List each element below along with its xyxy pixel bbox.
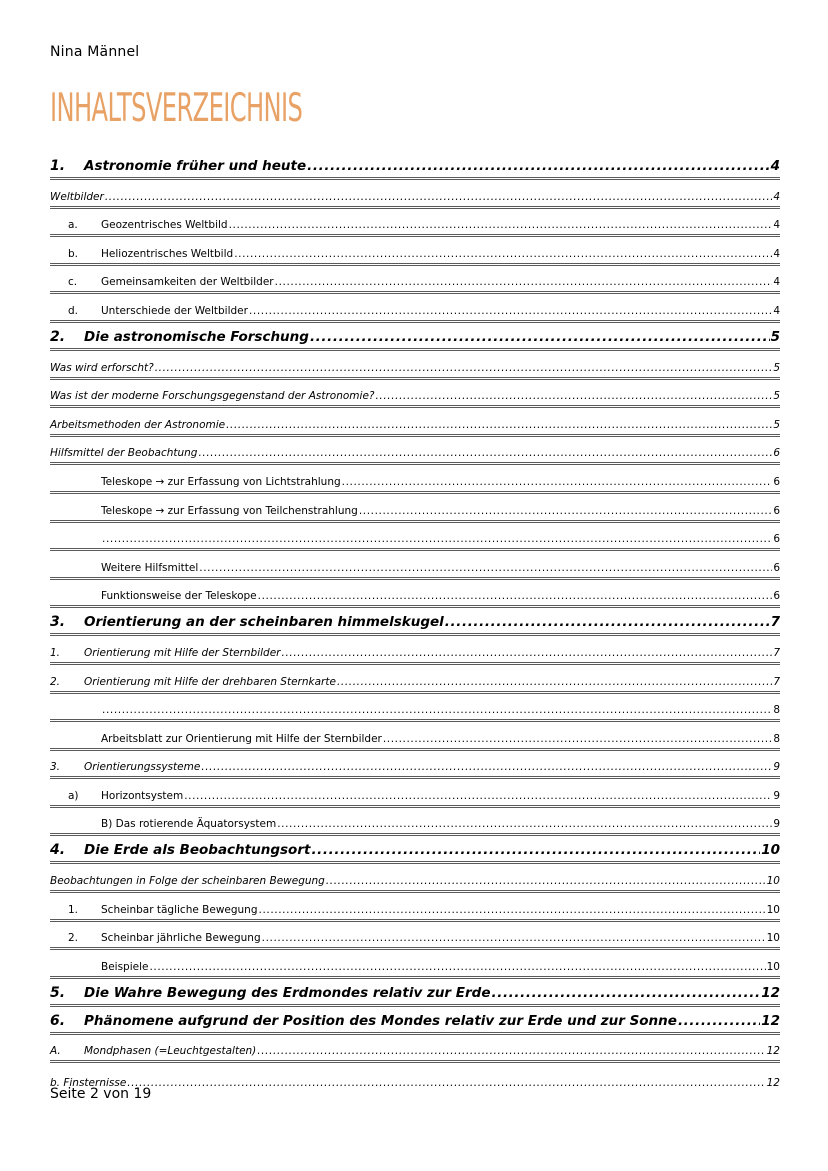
toc-entry[interactable] (50, 152, 780, 180)
toc-dot-leader (249, 305, 772, 317)
toc-dot-leader (383, 733, 772, 745)
toc-entry-page-number: 5 (773, 361, 780, 374)
toc-entry-page-number: 4 (773, 276, 780, 289)
toc-entry-page-number: 6 (773, 561, 780, 574)
toc-entry-number: b. (68, 247, 79, 260)
toc-entry-title: Orientierung mit Hilfe der drehbaren Sternkarte (84, 675, 336, 688)
toc-entry-title: Weltbilder (50, 190, 104, 203)
toc-entry-number: A. (50, 1045, 61, 1058)
toc-entry-page-number: 12 (761, 984, 780, 1001)
toc-dot-leader (307, 158, 769, 174)
toc-entry-title: Scheinbar tägliche Bewegung (101, 903, 258, 916)
toc-entry-page-number: 12 (766, 1077, 780, 1090)
toc-dot-leader (198, 447, 772, 459)
toc-dot-leader (234, 248, 772, 260)
toc-dot-leader (259, 904, 766, 916)
toc-dot-leader (199, 562, 772, 574)
toc-entry-page-number: 10 (766, 932, 780, 945)
toc-dot-leader (201, 761, 772, 773)
toc-entry[interactable] (50, 237, 780, 266)
toc-dot-leader (277, 818, 772, 830)
toc-dot-leader (105, 191, 772, 203)
toc-entry[interactable] (50, 836, 780, 864)
toc-entry-page-number: 4 (773, 247, 780, 260)
toc-entry[interactable] (50, 380, 780, 409)
toc-entry-title: Beispiele (101, 960, 149, 973)
toc-entry[interactable] (50, 722, 780, 751)
toc-entry-number: 3. (50, 614, 66, 631)
toc-entry-page-number: 9 (773, 818, 780, 831)
toc-entry[interactable] (50, 665, 780, 694)
toc-entry[interactable] (50, 180, 780, 209)
toc-entry-number: 2. (50, 328, 66, 345)
toc-entry[interactable] (50, 950, 780, 979)
toc-dot-leader (375, 390, 772, 402)
toc-entry-page-number: 6 (773, 447, 780, 460)
toc-dot-leader (678, 1013, 760, 1029)
toc-entry-page-number: 4 (773, 219, 780, 232)
toc-entry-page-number: 10 (766, 903, 780, 916)
toc-entry-page-number: 5 (770, 328, 780, 345)
toc-entry-title: Arbeitsmethoden der Astronomie (50, 418, 226, 431)
toc-entry-number: 1. (68, 903, 79, 916)
toc-entry[interactable] (50, 1063, 780, 1092)
toc-entry-title: Orientierung mit Hilfe der Sternbilder (84, 646, 281, 659)
toc-entry-page-number: 10 (766, 875, 780, 888)
toc-entry-title: Die Wahre Bewegung des Erdmondes relativ zur Erde (84, 984, 491, 1001)
toc-entry-title: Arbeitsblatt zur Orientierung mit Hilfe der Sternbilder (101, 732, 382, 745)
toc-entry[interactable] (50, 893, 780, 922)
toc-entry-page-number: 5 (773, 418, 780, 431)
toc-entry-number: 6. (50, 1012, 66, 1029)
toc-entry[interactable] (50, 1035, 780, 1064)
toc-entry-title: Die astronomische Forschung (84, 328, 309, 345)
toc-entry[interactable] (50, 864, 780, 893)
toc-dot-leader (326, 875, 766, 887)
toc-dot-leader (155, 362, 773, 374)
table-of-contents (50, 152, 780, 1092)
toc-entry-title: Die Erde als Beobachtungsort (84, 842, 311, 859)
toc-entry[interactable] (50, 408, 780, 437)
toc-dot-leader (310, 329, 770, 345)
toc-entry-title: Teleskope → zur Erfassung von Teilchenstrahlung (101, 504, 358, 517)
toc-entry-title: Beobachtungen in Folge der scheinbaren Bewegung (50, 875, 325, 888)
toc-dot-leader (282, 647, 773, 659)
toc-entry[interactable] (50, 494, 780, 523)
toc-entry[interactable] (50, 323, 780, 351)
toc-entry-page-number: 6 (773, 533, 780, 546)
toc-entry-page-number: 8 (773, 704, 780, 717)
toc-entry[interactable] (50, 580, 780, 609)
toc-entry-page-number: 10 (766, 960, 780, 973)
toc-dot-leader (102, 533, 772, 545)
toc-entry-title: Weitere Hilfsmittel (101, 561, 199, 574)
toc-entry[interactable] (50, 979, 780, 1007)
toc-entry-page-number: 9 (773, 789, 780, 802)
toc-dot-leader (445, 614, 770, 630)
toc-dot-leader (229, 219, 773, 231)
toc-entry-page-number: 6 (773, 475, 780, 488)
toc-dot-leader (275, 276, 773, 288)
toc-dot-leader (184, 790, 772, 802)
toc-entry-title: b. Finsternisse (50, 1077, 127, 1090)
toc-entry-page-number: 7 (770, 614, 780, 631)
toc-dot-leader (262, 932, 766, 944)
toc-entry[interactable] (50, 608, 780, 636)
author-name: Nina Männel (50, 44, 140, 60)
toc-entry-title: Geozentrisches Weltbild (101, 219, 228, 232)
toc-dot-leader (149, 961, 765, 973)
toc-entry-number: d. (68, 304, 79, 317)
toc-entry-title: Teleskope → zur Erfassung von Lichtstrahlung (101, 475, 341, 488)
toc-entry-number: 2. (50, 675, 61, 688)
toc-entry[interactable] (50, 922, 780, 951)
toc-entry-title: Gemeinsamkeiten der Weltbilder (101, 276, 274, 289)
toc-dot-leader (102, 704, 772, 716)
toc-entry-page-number: 6 (773, 590, 780, 603)
toc-entry-number: 4. (50, 842, 66, 859)
toc-entry-title: Scheinbar jährliche Bewegung (101, 932, 261, 945)
toc-entry-page-number: 4 (773, 190, 780, 203)
toc-entry-number: c. (68, 276, 78, 289)
toc-entry-page-number: 4 (773, 304, 780, 317)
toc-entry[interactable] (50, 1007, 780, 1035)
toc-dot-leader (257, 1045, 765, 1057)
toc-entry-page-number: 5 (773, 390, 780, 403)
toc-entry-page-number: 9 (773, 761, 780, 774)
toc-entry-title: B) Das rotierende Äquatorsystem (101, 818, 277, 831)
toc-entry[interactable] (50, 209, 780, 238)
toc-entry-page-number: 7 (773, 675, 780, 688)
toc-entry-number: a. (68, 219, 78, 232)
toc-entry-number: 2. (68, 932, 79, 945)
toc-entry[interactable] (50, 751, 780, 780)
toc-entry-page-number: 12 (766, 1045, 780, 1058)
toc-entry-page-number: 10 (761, 842, 780, 859)
toc-entry-title: Hilfsmittel der Beobachtung (50, 447, 198, 460)
toc-dot-leader (127, 1077, 765, 1089)
toc-entry[interactable] (50, 465, 780, 494)
toc-entry-title: Orientierung an der scheinbaren himmelskugel (84, 614, 444, 631)
toc-entry-title: Phänomene aufgrund der Position des Mondes relativ zur Erde und zur Sonne (84, 1012, 677, 1029)
toc-entry-title: Funktionsweise der Teleskope (101, 590, 257, 603)
toc-dot-leader (258, 590, 773, 602)
document-heading: INHALTSVERZEICHNIS (50, 86, 303, 131)
toc-dot-leader (491, 985, 760, 1001)
page-number-footer: Seite 2 von 19 (50, 1086, 152, 1102)
toc-entry[interactable] (50, 351, 780, 380)
toc-entry-title: Unterschiede der Weltbilder (101, 304, 248, 317)
toc-entry-page-number: 6 (773, 504, 780, 517)
toc-entry[interactable] (50, 523, 780, 552)
toc-entry[interactable] (50, 437, 780, 466)
toc-entry-title: Horizontsystem (101, 789, 184, 802)
toc-entry[interactable] (50, 294, 780, 323)
toc-entry-number: 1. (50, 158, 66, 174)
toc-dot-leader (337, 676, 772, 688)
toc-entry-number: a) (68, 789, 79, 802)
toc-entry[interactable] (50, 808, 780, 837)
toc-entry-page-number: 12 (761, 1012, 780, 1029)
toc-entry[interactable] (50, 779, 780, 808)
toc-entry-title: Was wird erforscht? (50, 361, 154, 374)
toc-entry[interactable] (50, 551, 780, 580)
toc-entry-page-number: 7 (773, 646, 780, 659)
toc-entry-number: 1. (50, 646, 61, 659)
toc-entry[interactable] (50, 266, 780, 295)
toc-entry-page-number: 4 (770, 158, 780, 174)
toc-entry-page-number: 8 (773, 732, 780, 745)
toc-entry-title: Orientierungssysteme (84, 761, 201, 774)
toc-dot-leader (311, 842, 760, 858)
toc-dot-leader (342, 476, 773, 488)
toc-entry-title: Mondphasen (=Leuchtgestalten) (84, 1045, 257, 1058)
toc-dot-leader (226, 419, 772, 431)
toc-entry-title: Heliozentrisches Weltbild (101, 247, 234, 260)
toc-entry-title: Was ist der moderne Forschungsgegenstand der Astronomie? (50, 390, 375, 403)
toc-entry[interactable] (50, 694, 780, 723)
toc-entry-number: 3. (50, 761, 61, 774)
toc-entry-title: Astronomie früher und heute (84, 158, 307, 174)
toc-entry-number: 5. (50, 984, 66, 1001)
toc-entry[interactable] (50, 636, 780, 665)
toc-dot-leader (359, 505, 773, 517)
